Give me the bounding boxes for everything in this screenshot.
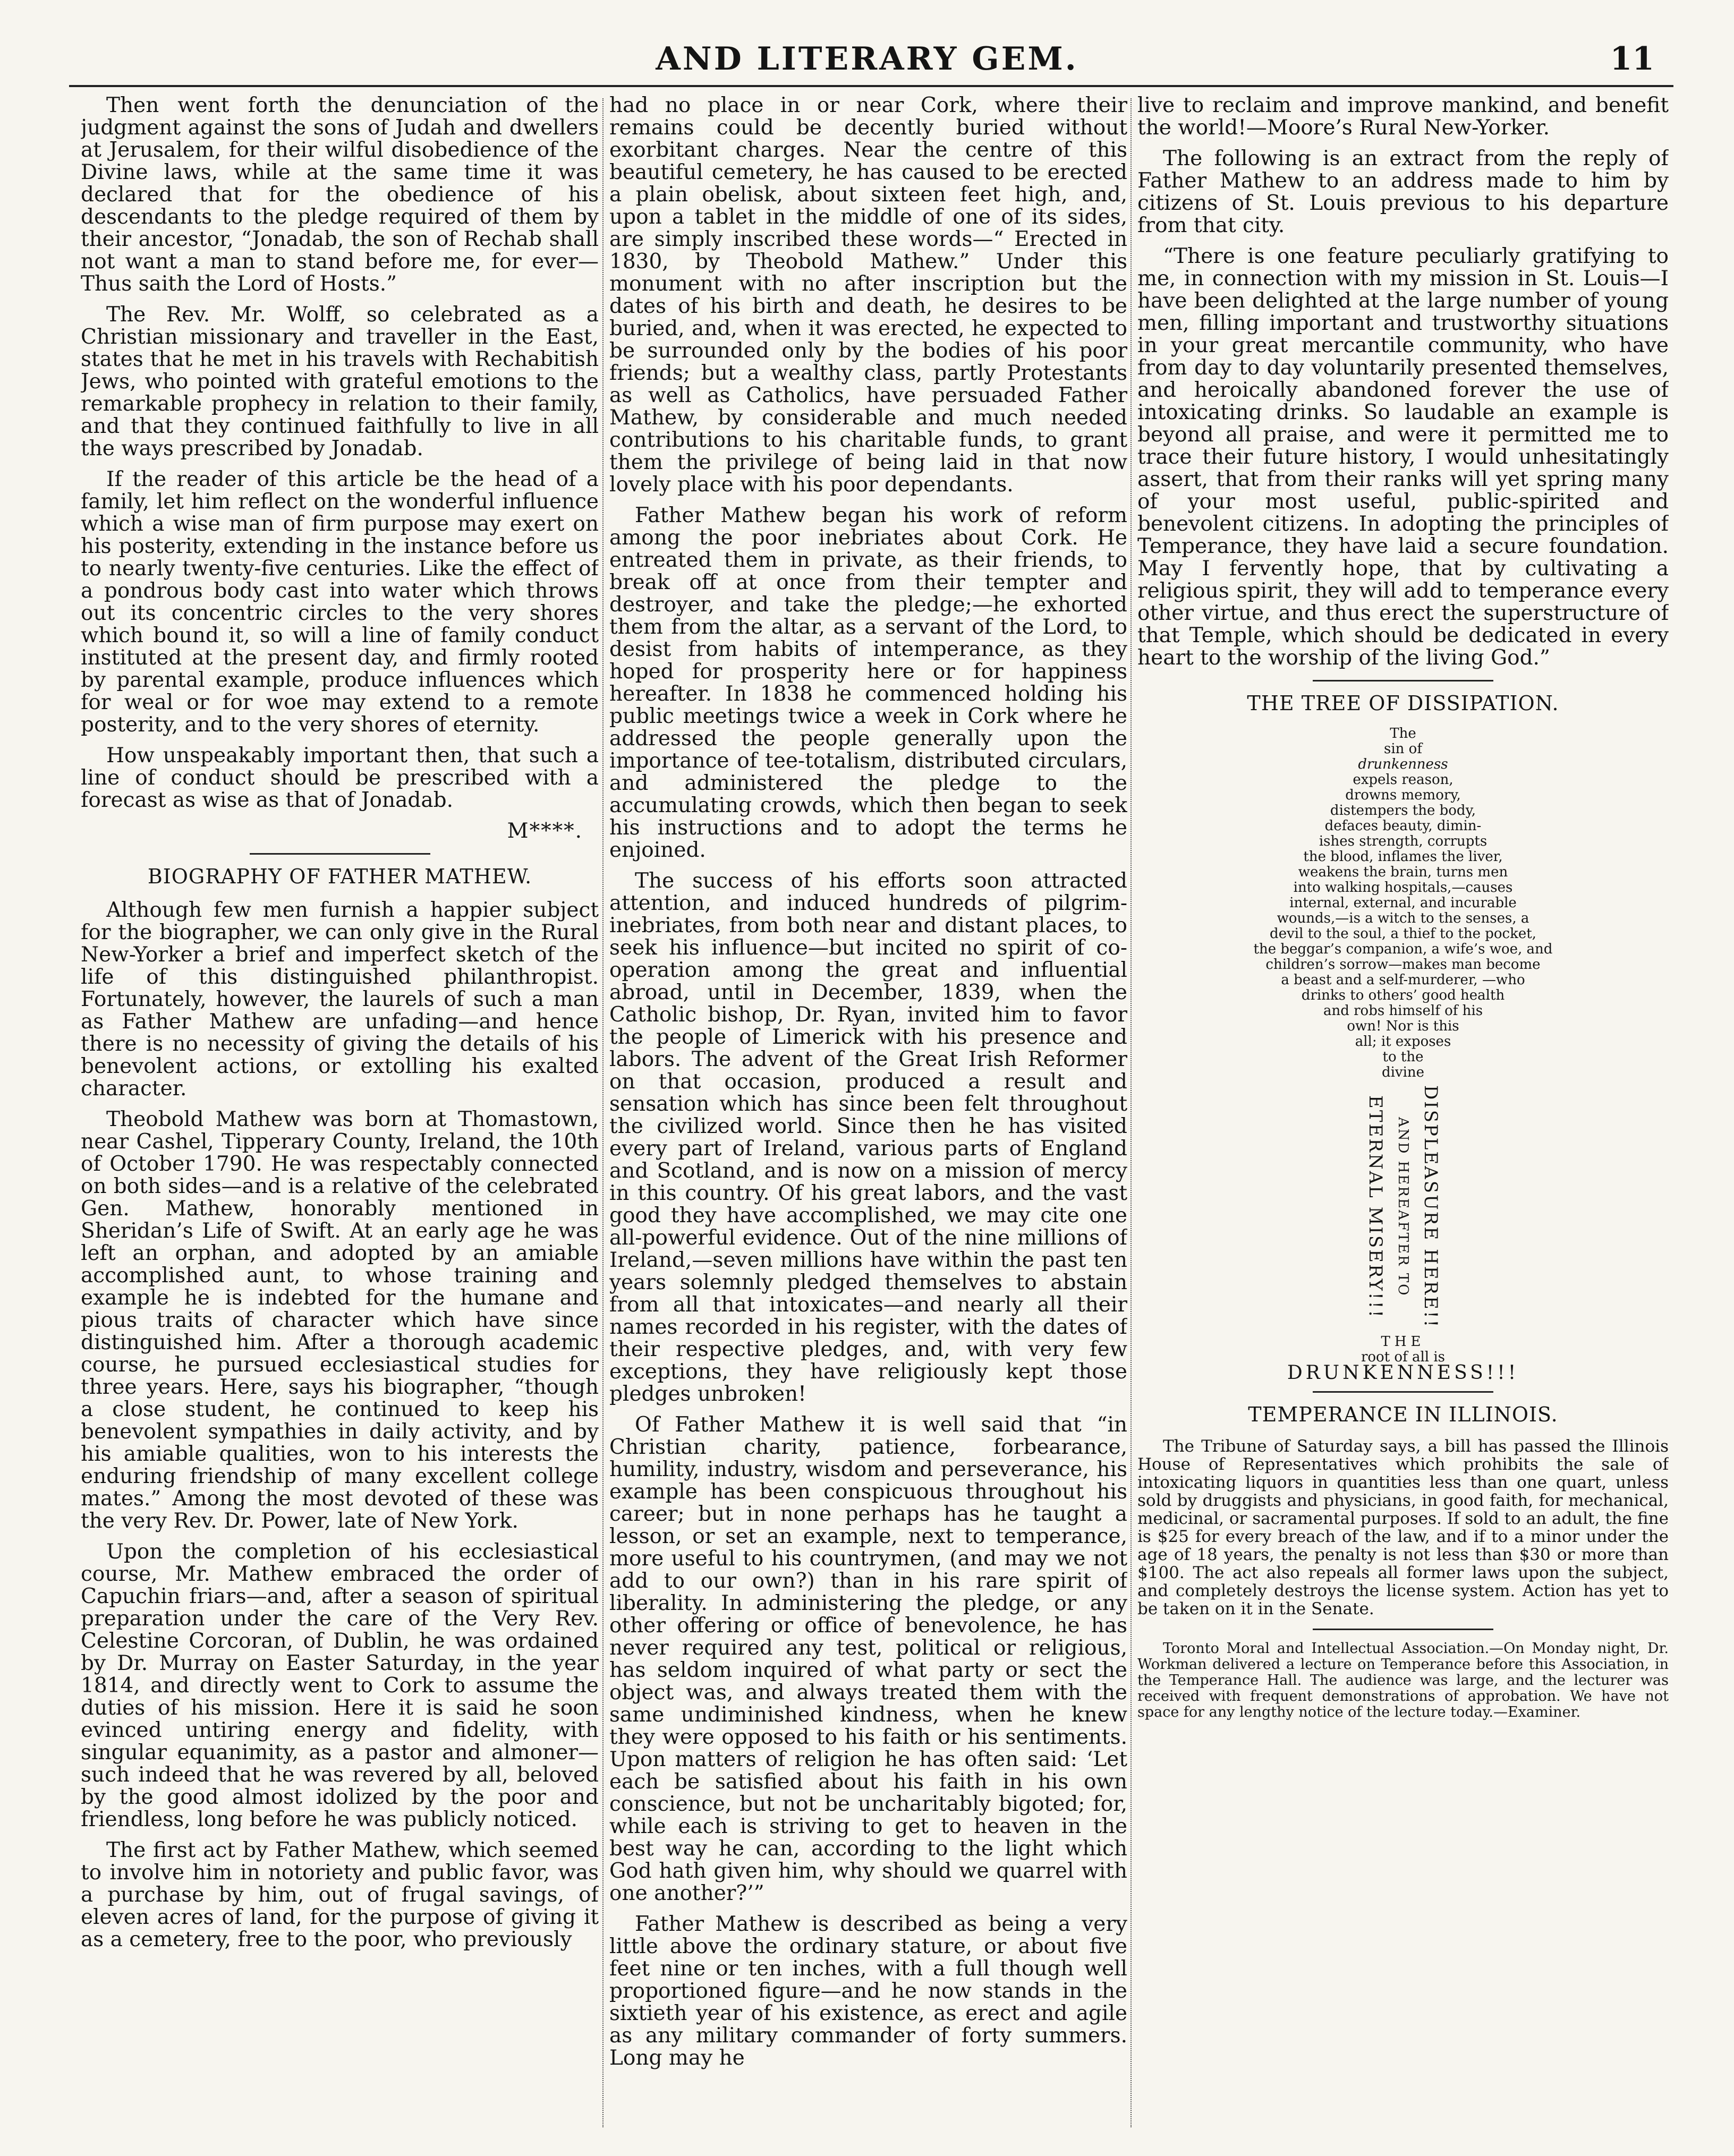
page-title: AND LITERARY GEM. <box>656 40 1078 78</box>
running-head <box>0 37 1734 80</box>
header-rule <box>69 85 1673 87</box>
tree-line: ishes strength, corrupts <box>1319 833 1488 849</box>
section-rule <box>1313 1629 1493 1630</box>
tree-line: the beggar’s companion, a wife’s woe, and <box>1253 941 1553 957</box>
page-number: 11 <box>1610 40 1654 78</box>
tree-trunk-line: ETERNAL MISERY!!! <box>1365 1095 1386 1319</box>
tree-root-line: THE <box>1381 1334 1425 1350</box>
tree-line: internal, external, and incurable <box>1289 895 1517 911</box>
paragraph: Then went forth the denunciation of the judgment against the sons of Judah and dwellers at Jerusalem, for their wilful disobedience of the Divine laws, while at the same time it was declared that for the obedience of his descendants to the pledge required of them by their ancestor, “Jonadab, the son of Rechab shall not want a man to stand before me, for ever—Thus saith the Lord of Hosts.” <box>81 95 599 296</box>
column-2 <box>609 95 1127 2129</box>
illinois-heading: TEMPERANCE IN ILLINOIS. <box>1248 1403 1558 1426</box>
paragraph: Father Mathew is described as being a very little above the ordinary stature, or about five feet nine or ten inches, with a full though well proportioned figure—and he now stands in the sixtieth year of his existence, as erect and agile as any military commander of forty summers. Long may he <box>609 1912 1127 2070</box>
paragraph: If the reader of this article be the head of a family, let him reflect on the wonderful influence which a wise man of firm purpose may exert on his posterity, extending in the instance before us to nearly twenty-five centuries. Like the effect of a pondrous body cast into water which throws out its concentric circles to the very shores which bound it, so will a line of family conduct instituted at the present day, and firmly rooted by parental example, produce influences which for weal or for woe may extend to a remote posterity, and to the very shores of eternity. <box>81 467 599 737</box>
paragraph: The Rev. Mr. Wolff, so celebrated as a Christian missionary and traveller in the East, states that he met in his travels with Rechabitish Jews, who pointed with grateful emotions to the remarkable prophecy in relation to their family, and that they continued faithfully to live in all the ways prescribed by Jonadab. <box>81 303 599 461</box>
paragraph: Although few men furnish a happier subject for the biographer, we can only give in the Rural New-Yorker a brief and imperfect sketch of the life of this distinguished philanthropist. Fortunately, however, the laurels of such a man as Father Mathew are unfading—and hence there is no necessity of giving the details of his benevolent actions, or extolling his exalted character. <box>81 898 599 1101</box>
tree-root-word: DRUNKENNESS!!! <box>1287 1362 1519 1384</box>
tree-lines <box>1137 726 1669 1080</box>
tree-root-line: root of all is <box>1361 1349 1446 1365</box>
column-divider-1 <box>602 98 604 2127</box>
quotation: “There is one feature peculiarly gratifying to me, in connection with my mission in St. Louis—I have been delighted at the large number of young men, filling important and trustworthy situations in your great mercantile community, who have from day to day voluntarily presented themselves, and heroically abandoned forever the use of intoxicating drinks. So laudable an example is beyond all praise, and were it permitted me to trace their future history, I would unhesitatingly assert, that from their ranks will yet spring many of your most useful, public-spirited and benevolent citizens. In adopting the principles of Temperance, they have laid a secure foundation. May I fervently hope, that by cultivating a religious spirit, they will add to temperance every other virtue, and thus erect the superstructure of that Temple, which should be dedicated in every heart to the worship of the living God.” <box>1137 244 1669 670</box>
tree-trunk <box>1137 1085 1669 1329</box>
section-rule <box>1313 680 1493 681</box>
paragraph: live to reclaim and improve mankind, and benefit the world!—Moore’s Rural New-Yorker. <box>1137 95 1669 140</box>
tree-line: a beast and a self-murderer, —who <box>1281 972 1525 988</box>
tree-line: defaces beauty, dimin- <box>1324 818 1482 834</box>
tree-line: drinks to others’ good health <box>1301 987 1505 1003</box>
paragraph: Upon the completion of his ecclesiastical course, Mr. Mathew embraced the order of Capuchin friars—and, after a season of spiritual preparation under the care of the Very Rev. Celestine Corcoran, of Dublin, he was ordained by Dr. Murray on Easter Saturday, in the year 1814, and directly went to Cork to assume the duties of his mission. Here it is said he soon evinced untiring energy and fidelity, with singular equanimity, as a pastor and almoner—such indeed that he was revered by all, beloved by the good almost idolized by the poor and friendless, long before he was publicly noticed. <box>81 1540 599 1831</box>
tree-of-dissipation <box>1137 726 1669 1384</box>
tree-line: weakens the brain, turns men <box>1298 864 1508 880</box>
tree-line: and robs himself of his <box>1323 1003 1483 1019</box>
news-item: Toronto Moral and Intellectual Association.—On Monday night, Dr. Workman delivered a lecture on Temperance before this Association, in the Temperance Hall. The audience was large, and the lecturer was received with frequent demonstrations of approbation. We have not space for any lengthy notice of the lecture today.—Examiner. <box>1137 1640 1669 1720</box>
tree-line: wounds,—is a witch to the senses, a <box>1277 910 1529 926</box>
paragraph: Of Father Mathew it is well said that “in Christian charity, patience, forbearance, humility, industry, wisdom and perseverance, his example has been conspicuous throughout his career; but in none perhaps has he taught a lesson, or set an example, next to temperance, more useful to his countrymen, (and may we not add to our own?) than in his rare spirit of liberality. In administering the pledge, or any other offering or office of benevolence, he has never required any test, political or religious, has seldom inquired of what party or sect the object was, and always treated them with the same undiminished kindness, when he knew they were opposed to his faith or his sentiments. Upon matters of religion he has often said: ‘Let each be satisfied about his faith in his own conscience, but not be uncharitably bigoted; for, while each is striving to get to heaven in the best way he can, according to the light which God hath given him, why should we quarrel with one another?’” <box>609 1413 1127 1905</box>
tree-line: expels reason, <box>1353 772 1454 788</box>
column-divider-2 <box>1130 98 1132 2127</box>
tree-line: devil to the soul, a thief to the pocket, <box>1270 926 1536 942</box>
tree-line: drowns memory, <box>1345 787 1461 803</box>
tree-line: all; it exposes <box>1355 1034 1451 1050</box>
tree-line: own! Nor is this <box>1347 1018 1459 1034</box>
tree-line: children’s sorrow—makes man become <box>1265 957 1541 973</box>
tree-line: the blood, inflames the liver, <box>1303 849 1503 865</box>
section-rule <box>1313 1391 1493 1393</box>
column-1 <box>81 95 599 2129</box>
paragraph: Father Mathew began his work of reform among the poor inebriates about Cork. He entreated them in private, as their friends, to break off at once from their tempter and destroyer, and take the pledge;—he exhorted them from the altar, as a servant of the Lord, to desist from habits of intemperance, as they hoped for prosperity here or for happiness hereafter. In 1838 he commenced holding his public meetings twice a week in Cork where he addressed the people generally upon the importance of tee-totalism, distributed circulars, and administered the pledge to the accumulating crowds, which then began to seek his instructions and to adopt the terms he enjoined. <box>609 504 1127 862</box>
tree-line: distempers the body, <box>1330 803 1476 819</box>
biography-heading: BIOGRAPHY OF FATHER MATHEW. <box>147 865 532 888</box>
tree-line: into walking hospitals,—causes <box>1293 880 1513 896</box>
paragraph: The first act by Father Mathew, which seemed to involve him in notoriety and public favor, was a purchase by him, out of frugal savings, of eleven acres of land, for the purpose of giving it as a cemetery, free to the poor, who previously <box>81 1838 599 1952</box>
tree-trunk-line: AND HEREAFTER TO <box>1395 1117 1411 1297</box>
tree-line: drunkenness <box>1358 756 1448 772</box>
paragraph: had no place in or near Cork, where their remains could be decently buried without exorbitant charges. Near the centre of this beautiful cemetery, he has caused to be erected a plain obelisk, about sixteen feet high, and, upon a tablet in the middle of one of its sides, are simply inscribed these words—“ Erected in 1830, by Theobold Mathew.” Under this monument with no after inscription but the dates of his birth and death, he desires to be buried, and, when it was erected, he expected to be surrounded only by the bodies of his poor friends; but a wealthy class, partly Protestants as well as Catholics, have persuaded Father Mathew, by considerable and much needed contributions to his charitable funds, to grant them the privilege of being laid in that now lovely place with his poor dependants. <box>609 95 1127 497</box>
tree-line: The <box>1390 726 1416 742</box>
signature: M****. <box>507 819 583 843</box>
paragraph: The following is an extract from the reply of Father Mathew to an address made to him by citizens of St. Louis previous to his departure from that city. <box>1137 147 1669 237</box>
news-item: The Tribune of Saturday says, a bill has passed the Illinois House of Representatives which prohibits the sale of intoxicating liquors in quantities less than one quart, unless sold by druggists and physicians, in good faith, for mechanical, medicinal, or sacramental purposes. If sold to an adult, the fine is $25 for every breach of the law, and if to a minor under the age of 18 years, the penalty is not less than $30 or more than $100. The act also repeals all former laws upon the subject, and completely destroys the license system. Action has yet to be taken on it in the Senate. <box>1137 1437 1669 1618</box>
paragraph: Theobold Mathew was born at Thomastown, near Cashel, Tipperary County, Ireland, the 10th of October 1790. He was respectably connected on both sides—and is a relative of the celebrated Gen. Mathew, honorably mentioned in Sheridan’s Life of Swift. At an early age he was left an orphan, and adopted by an amiable accomplished aunt, to whose training and example he is indebted for the humane and pious traits of character which have since distinguished him. After a thorough academic course, he pursued ecclesiastical studies for three years. Here, says his biographer, “though a close student, he continued to keep his benevolent sympathies in daily activity, and by his amiable qualities, won to his interests the enduring friendship of many excellent college mates.” Among the most devoted of these was the very Rev. Dr. Power, late of New York. <box>81 1107 599 1533</box>
tree-heading: THE TREE OF DISSIPATION. <box>1247 692 1559 715</box>
section-rule <box>250 853 430 855</box>
tree-line: divine <box>1381 1064 1425 1080</box>
column-3 <box>1137 95 1669 2129</box>
paragraph: The success of his efforts soon attracted attention, and induced hundreds of pilgrim-inebriates, from both near and distant places, to seek his influence—but incited no spirit of co-operation among the great and influential abroad, until in December, 1839, when the Catholic bishop, Dr. Ryan, invited him to favor the people of Limerick with his presence and labors. The advent of the Great Irish Reformer on that occasion, produced a result and sensation which has since been felt throughout the civilized world. Since then he has visited every part of Ireland, various parts of England and Scotland, and is now on a mission of mercy in this country. Of his great labors, and the vast good they have accomplished, we may cite one all-powerful evidence. Out of the nine millions of Ireland,—seven millions have within the past ten years solemnly pledged themselves to abstain from all that intoxicates—and nearly all their names recorded in his register, with the dates of their respective pledges, and, with very few exceptions, they have religiously kept those pledges unbroken! <box>609 869 1127 1406</box>
tree-line: sin of <box>1384 741 1422 757</box>
paragraph: How unspeakably important then, that such a line of conduct should be prescribed with a forecast as wise as that of Jonadab. <box>81 744 599 812</box>
tree-line: to the <box>1382 1049 1424 1065</box>
tree-trunk-line: DISPLEASURE HERE!! <box>1420 1085 1441 1329</box>
